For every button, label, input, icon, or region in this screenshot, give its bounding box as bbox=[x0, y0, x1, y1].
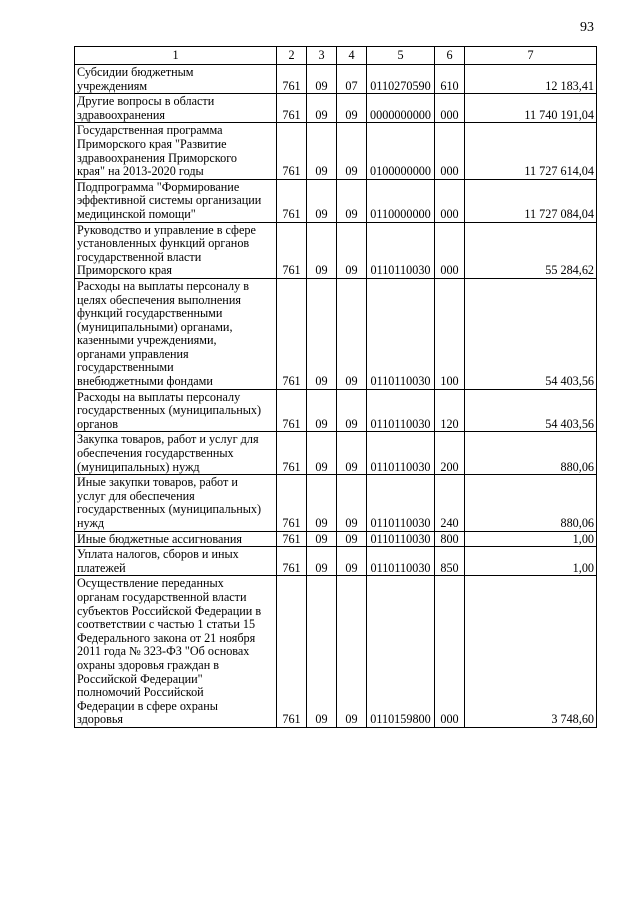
target-article-cell: 0110110030 bbox=[367, 222, 435, 278]
ministry-code-cell: 761 bbox=[277, 576, 307, 728]
section-code-cell: 09 bbox=[307, 94, 337, 123]
table-row bbox=[75, 222, 597, 278]
table-row bbox=[75, 389, 597, 432]
expense-type-cell: 850 bbox=[435, 547, 465, 576]
header-cell: 1 bbox=[75, 47, 277, 65]
header-cell: 3 bbox=[307, 47, 337, 65]
amount-cell: 12 183,41 bbox=[465, 65, 597, 94]
row-name-cell: Закупка товаров, работ и услуг для обеспечения государственных (муниципальных) нужд bbox=[75, 432, 277, 475]
ministry-code-cell: 761 bbox=[277, 531, 307, 547]
amount-cell: 880,06 bbox=[465, 432, 597, 475]
ministry-code-cell: 761 bbox=[277, 432, 307, 475]
section-code-cell: 09 bbox=[307, 389, 337, 432]
ministry-code-cell: 761 bbox=[277, 123, 307, 179]
subsection-code-cell: 09 bbox=[337, 123, 367, 179]
subsection-code-cell: 09 bbox=[337, 547, 367, 576]
row-name-cell: Подпрограмма "Формирование эффективной системы организации медицинской помощи" bbox=[75, 179, 277, 222]
row-name-cell: Руководство и управление в сфере установленных функций органов государственной власти Приморского края bbox=[75, 222, 277, 278]
header-cell: 6 bbox=[435, 47, 465, 65]
expense-type-cell: 800 bbox=[435, 531, 465, 547]
table-row bbox=[75, 531, 597, 547]
target-article-cell: 0110110030 bbox=[367, 278, 435, 389]
amount-cell: 1,00 bbox=[465, 531, 597, 547]
amount-cell: 54 403,56 bbox=[465, 278, 597, 389]
subsection-code-cell: 09 bbox=[337, 94, 367, 123]
ministry-code-cell: 761 bbox=[277, 547, 307, 576]
row-name-cell: Иные закупки товаров, работ и услуг для обеспечения государственных (муниципальных) нужд bbox=[75, 475, 277, 531]
expense-type-cell: 000 bbox=[435, 94, 465, 123]
subsection-code-cell: 09 bbox=[337, 475, 367, 531]
expense-type-cell: 610 bbox=[435, 65, 465, 94]
table-row bbox=[75, 278, 597, 389]
amount-cell: 11 727 084,04 bbox=[465, 179, 597, 222]
row-name-cell: Другие вопросы в области здравоохранения bbox=[75, 94, 277, 123]
expense-type-cell: 000 bbox=[435, 222, 465, 278]
row-name-cell: Расходы на выплаты персоналу в целях обеспечения выполнения функций государственными (муниципальными) органами, казенными учреждениями, органами управления государственными внебюджетными фондами bbox=[75, 278, 277, 389]
section-code-cell: 09 bbox=[307, 222, 337, 278]
target-article-cell: 0110110030 bbox=[367, 531, 435, 547]
target-article-cell: 0110110030 bbox=[367, 475, 435, 531]
row-name-cell: Субсидии бюджетным учреждениям bbox=[75, 65, 277, 94]
expense-type-cell: 000 bbox=[435, 179, 465, 222]
header-cell: 4 bbox=[337, 47, 367, 65]
subsection-code-cell: 09 bbox=[337, 531, 367, 547]
target-article-cell: 0110110030 bbox=[367, 389, 435, 432]
table-row bbox=[75, 547, 597, 576]
expense-type-cell: 120 bbox=[435, 389, 465, 432]
table-row bbox=[75, 576, 597, 728]
header-row bbox=[75, 47, 597, 65]
section-code-cell: 09 bbox=[307, 531, 337, 547]
subsection-code-cell: 09 bbox=[337, 222, 367, 278]
ministry-code-cell: 761 bbox=[277, 222, 307, 278]
table-row bbox=[75, 179, 597, 222]
subsection-code-cell: 09 bbox=[337, 179, 367, 222]
section-code-cell: 09 bbox=[307, 432, 337, 475]
target-article-cell: 0110270590 bbox=[367, 65, 435, 94]
amount-cell: 3 748,60 bbox=[465, 576, 597, 728]
page-number: 93 bbox=[580, 20, 594, 35]
header-cell: 7 bbox=[465, 47, 597, 65]
subsection-code-cell: 09 bbox=[337, 389, 367, 432]
target-article-cell: 0110159800 bbox=[367, 576, 435, 728]
table-row bbox=[75, 432, 597, 475]
ministry-code-cell: 761 bbox=[277, 389, 307, 432]
target-article-cell: 0000000000 bbox=[367, 94, 435, 123]
row-name-cell: Расходы на выплаты персоналу государственных (муниципальных) органов bbox=[75, 389, 277, 432]
subsection-code-cell: 09 bbox=[337, 278, 367, 389]
section-code-cell: 09 bbox=[307, 576, 337, 728]
table-row bbox=[75, 65, 597, 94]
amount-cell: 1,00 bbox=[465, 547, 597, 576]
subsection-code-cell: 09 bbox=[337, 432, 367, 475]
expense-type-cell: 000 bbox=[435, 576, 465, 728]
ministry-code-cell: 761 bbox=[277, 278, 307, 389]
target-article-cell: 0110000000 bbox=[367, 179, 435, 222]
section-code-cell: 09 bbox=[307, 123, 337, 179]
row-name-cell: Осуществление переданных органам государственной власти субъектов Российской Федерации в соответствии с частью 1 статьи 15 Федерального закона от 21 ноября 2011 года № 323-ФЗ "Об основах охраны здоровья граждан в Российской Федерации" полномочий Российской Федерации в сфере охраны здоровья bbox=[75, 576, 277, 728]
table-body bbox=[75, 65, 597, 728]
subsection-code-cell: 07 bbox=[337, 65, 367, 94]
expense-type-cell: 000 bbox=[435, 123, 465, 179]
ministry-code-cell: 761 bbox=[277, 65, 307, 94]
section-code-cell: 09 bbox=[307, 475, 337, 531]
section-code-cell: 09 bbox=[307, 278, 337, 389]
row-name-cell: Государственная программа Приморского края "Развитие здравоохранения Приморского края" на 2013-2020 годы bbox=[75, 123, 277, 179]
table-row bbox=[75, 475, 597, 531]
amount-cell: 11 727 614,04 bbox=[465, 123, 597, 179]
amount-cell: 55 284,62 bbox=[465, 222, 597, 278]
section-code-cell: 09 bbox=[307, 547, 337, 576]
table-row bbox=[75, 123, 597, 179]
table-row bbox=[75, 94, 597, 123]
ministry-code-cell: 761 bbox=[277, 94, 307, 123]
expense-type-cell: 240 bbox=[435, 475, 465, 531]
target-article-cell: 0100000000 bbox=[367, 123, 435, 179]
section-code-cell: 09 bbox=[307, 65, 337, 94]
target-article-cell: 0110110030 bbox=[367, 547, 435, 576]
header-cell: 5 bbox=[367, 47, 435, 65]
header-cell: 2 bbox=[277, 47, 307, 65]
amount-cell: 11 740 191,04 bbox=[465, 94, 597, 123]
row-name-cell: Уплата налогов, сборов и иных платежей bbox=[75, 547, 277, 576]
subsection-code-cell: 09 bbox=[337, 576, 367, 728]
expense-type-cell: 100 bbox=[435, 278, 465, 389]
section-code-cell: 09 bbox=[307, 179, 337, 222]
target-article-cell: 0110110030 bbox=[367, 432, 435, 475]
row-name-cell: Иные бюджетные ассигнования bbox=[75, 531, 277, 547]
budget-table bbox=[74, 46, 597, 728]
amount-cell: 54 403,56 bbox=[465, 389, 597, 432]
amount-cell: 880,06 bbox=[465, 475, 597, 531]
expense-type-cell: 200 bbox=[435, 432, 465, 475]
ministry-code-cell: 761 bbox=[277, 475, 307, 531]
ministry-code-cell: 761 bbox=[277, 179, 307, 222]
